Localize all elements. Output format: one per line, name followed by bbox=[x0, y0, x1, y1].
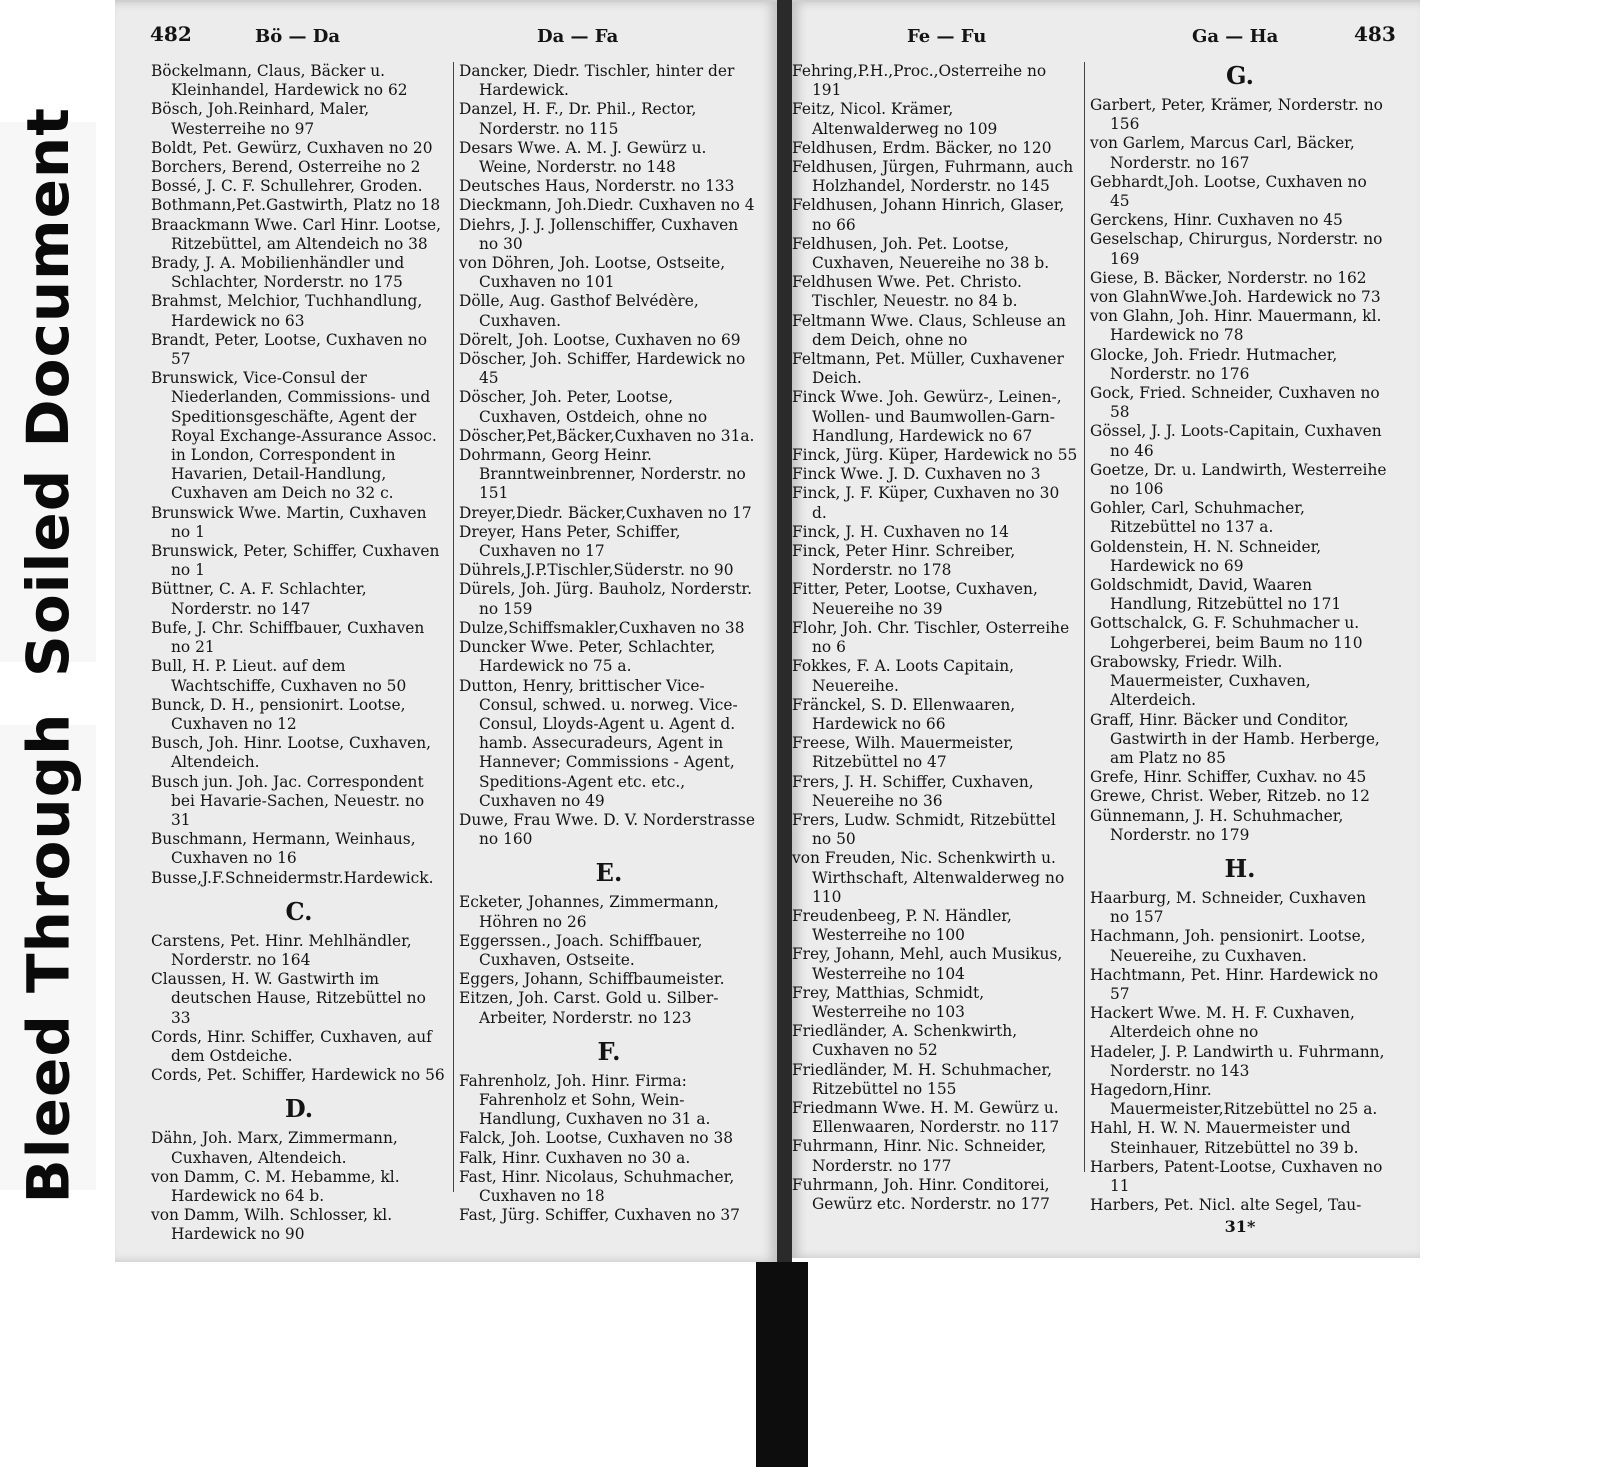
bleed-through-label: Bleed Through bbox=[14, 712, 83, 1203]
directory-entry: Finck, Peter Hinr. Schreiber, Norderstr. no 178 bbox=[792, 542, 1016, 580]
directory-entry: Grewe, Christ. Weber, Ritzeb. no 12 bbox=[1090, 787, 1370, 806]
directory-entry: Goetze, Dr. u. Landwirth, Westerreihe no 106 bbox=[1090, 460, 1387, 499]
section-letter-c: C. bbox=[285, 896, 313, 926]
directory-entry: Fokkes, F. A. Loots Capitain, Neuereihe. bbox=[792, 657, 1015, 695]
directory-entry: Dancker, Diedr. Tischler, hinter der Hardewick. bbox=[459, 62, 735, 100]
column-rule bbox=[1084, 62, 1085, 1172]
directory-entry: Fehring,P.H.,Proc.,Osterreihe no 191 bbox=[792, 62, 1047, 100]
directory-entry: Hachmann, Joh. pensionirt. Lootse, Neuereihe, zu Cuxhaven. bbox=[1090, 927, 1366, 965]
directory-entry: Deutsches Haus, Norderstr. no 133 bbox=[459, 177, 735, 196]
directory-entry: Eggerssen., Joach. Schiffbauer, Cuxhaven, Ostseite. bbox=[459, 931, 703, 969]
directory-entry: Grefe, Hinr. Schiffer, Cuxhav. no 45 bbox=[1090, 768, 1367, 787]
directory-entry: Feldhusen, Jürgen, Fuhrmann, auch Holzhandel, Norderstr. no 145 bbox=[792, 158, 1074, 196]
directory-entry: Dulze,Schiffsmakler,Cuxhaven no 38 bbox=[459, 618, 745, 637]
directory-entry: Bossé, J. C. F. Schullehrer, Groden. bbox=[151, 177, 423, 196]
directory-entry: Geselschap, Chirurgus, Norderstr. no 169 bbox=[1090, 230, 1383, 268]
book-spine-shadow bbox=[756, 1262, 808, 1467]
directory-entry: Brunswick, Vice-Consul der Niederlanden, Commissions- und Speditionsgeschäfte, Agent der Royal Exchange-Assurance Assoc. in London, Correspondent in Havarien, Detail-Handlung, Cuxhaven am Deich no 32 c. bbox=[151, 369, 437, 503]
directory-entry: Brady, J. A. Mobilienhändler und Schlachter, Norderstr. no 175 bbox=[151, 254, 405, 292]
directory-entry: Dreyer,Diedr. Bäcker,Cuxhaven no 17 bbox=[459, 503, 752, 522]
directory-entry: Braackmann Wwe. Carl Hinr. Lootse, Ritzebüttel, am Altendeich no 38 bbox=[151, 215, 442, 253]
directory-entry: Hachtmann, Pet. Hinr. Hardewick no 57 bbox=[1090, 965, 1379, 1003]
directory-entry: von Freuden, Nic. Schenkwirth u. Wirthschaft, Altenwalderweg no 110 bbox=[792, 849, 1065, 906]
directory-entry: Döscher,Pet,Bäcker,Cuxhaven no 31a. bbox=[459, 426, 755, 445]
signature-mark: 31* bbox=[1224, 1217, 1256, 1237]
directory-entry: von Damm, Wilh. Schlosser, kl. Hardewick no 90 bbox=[151, 1206, 393, 1244]
directory-entry: Dähn, Joh. Marx, Zimmermann, Cuxhaven, Altendeich. bbox=[151, 1129, 398, 1167]
directory-entry: Dohrmann, Georg Heinr. Branntweinbrenner, Norderstr. no 151 bbox=[459, 446, 746, 503]
directory-entry: Grabowsky, Friedr. Wilh. Mauermeister, Cuxhaven, Alterdeich. bbox=[1090, 652, 1311, 710]
directory-entry: Finck, J. F. Küper, Cuxhaven no 30 d. bbox=[792, 484, 1060, 522]
directory-entry: Buschmann, Hermann, Weinhaus, Cuxhaven no 16 bbox=[151, 830, 416, 868]
directory-entry: Bothmann,Pet.Gastwirth, Platz no 18 bbox=[151, 196, 441, 215]
directory-entry: Cords, Pet. Schiffer, Hardewick no 56 bbox=[151, 1066, 445, 1085]
directory-entry: Hackert Wwe. M. H. F. Cuxhaven, Alterdeich ohne no bbox=[1090, 1004, 1355, 1042]
right-column-2 bbox=[1090, 62, 1390, 1237]
bleed-through-stamp bbox=[0, 712, 96, 1203]
left-page bbox=[115, 0, 777, 1262]
directory-entry: Günnemann, J. H. Schuhmacher, Norderstr. no 179 bbox=[1090, 806, 1344, 844]
directory-entry: Finck, J. H. Cuxhaven no 14 bbox=[792, 522, 1009, 541]
directory-entry: Frers, J. H. Schiffer, Cuxhaven, Neuereihe no 36 bbox=[792, 772, 1034, 810]
directory-entry: Diehrs, J. J. Jollenschiffer, Cuxhaven no 30 bbox=[459, 215, 739, 253]
directory-entry: von Glahn, Joh. Hinr. Mauermann, kl. Hardewick no 78 bbox=[1090, 307, 1382, 345]
directory-entry: Flohr, Joh. Chr. Tischler, Osterreihe no 6 bbox=[792, 618, 1070, 657]
directory-entry: Döscher, Joh. Peter, Lootse, Cuxhaven, Ostdeich, ohne no bbox=[459, 388, 708, 426]
directory-entry: Carstens, Pet. Hinr. Mehlhändler, Norderstr. no 164 bbox=[151, 931, 412, 969]
directory-entry: Büttner, C. A. F. Schlachter, Norderstr. no 147 bbox=[151, 580, 367, 618]
directory-entry: Desars Wwe. A. M. J. Gewürz u. Weine, Norderstr. no 148 bbox=[459, 138, 707, 177]
directory-entry: Gohler, Carl, Schuhmacher, Ritzebüttel no 137 a. bbox=[1090, 499, 1305, 537]
directory-entry: Frey, Matthias, Schmidt, Westerreihe no 103 bbox=[792, 983, 985, 1021]
directory-entry: Brahmst, Melchior, Tuchhandlung, Hardewick no 63 bbox=[151, 292, 423, 330]
directory-entry: Ecketer, Johannes, Zimmermann, Höhren no 26 bbox=[459, 893, 719, 931]
right-page-number: 483 bbox=[1354, 22, 1396, 46]
directory-entry: Dührels,J.P.Tischler,Süderstr. no 90 bbox=[459, 561, 734, 580]
directory-entry: Fahrenholz, Joh. Hinr. Firma: Fahrenholz et Sohn, Wein-Handlung, Cuxhaven no 31 a. bbox=[459, 1071, 711, 1129]
directory-entry: Freudenbeeg, P. N. Händler, Westerreihe no 100 bbox=[792, 906, 1012, 945]
directory-entry: Feldhusen, Erdm. Bäcker, no 120 bbox=[792, 138, 1052, 157]
directory-entry: Graff, Hinr. Bäcker und Conditor, Gastwirth in der Hamb. Herberge, am Platz no 85 bbox=[1090, 710, 1380, 767]
directory-entry: Dürels, Joh. Jürg. Bauholz, Norderstr. no 159 bbox=[459, 580, 752, 618]
directory-entry: Borchers, Berend, Osterreihe no 2 bbox=[151, 158, 421, 177]
directory-entry: Duncker Wwe. Peter, Schlachter, Hardewick no 75 a. bbox=[459, 638, 716, 676]
left-running-head-col2: Da — Fa bbox=[537, 25, 619, 47]
directory-entry: Eggers, Johann, Schiffbaumeister. bbox=[459, 970, 725, 989]
directory-entry: Hahl, H. W. N. Mauermeister und Steinhauer, Ritzebüttel no 39 b. bbox=[1090, 1119, 1359, 1157]
directory-entry: Fränckel, S. D. Ellenwaaren, Hardewick no 66 bbox=[792, 695, 1016, 733]
directory-entry: Döscher, Joh. Schiffer, Hardewick no 45 bbox=[459, 350, 746, 388]
soiled-document-label: Soiled Document bbox=[14, 107, 83, 677]
directory-entry: von GlahnWwe.Joh. Hardewick no 73 bbox=[1090, 288, 1381, 307]
directory-entry: Eitzen, Joh. Carst. Gold u. Silber-Arbeiter, Norderstr. no 123 bbox=[459, 989, 719, 1027]
directory-entry: Feitz, Nicol. Krämer, Altenwalderweg no 109 bbox=[792, 100, 998, 138]
left-column-2 bbox=[459, 62, 759, 1225]
right-page bbox=[792, 0, 1420, 1258]
directory-entry: Garbert, Peter, Krämer, Norderstr. no 156 bbox=[1090, 96, 1383, 134]
directory-entry: Feldhusen, Johann Hinrich, Glaser, no 66 bbox=[792, 196, 1065, 234]
directory-entry: Gebhardt,Joh. Lootse, Cuxhaven no 45 bbox=[1090, 172, 1367, 211]
directory-entry: Boldt, Pet. Gewürz, Cuxhaven no 20 bbox=[151, 138, 433, 157]
directory-entry: Harbers, Patent-Lootse, Cuxhaven no 11 bbox=[1090, 1157, 1383, 1195]
directory-entry: Gössel, J. J. Loots-Capitain, Cuxhaven no 46 bbox=[1090, 422, 1382, 460]
directory-entry: Friedländer, A. Schenkwirth, Cuxhaven no 52 bbox=[792, 1022, 1018, 1060]
directory-entry: Fitter, Peter, Lootse, Cuxhaven, Neuereihe no 39 bbox=[792, 580, 1038, 618]
directory-entry: Frey, Johann, Mehl, auch Musikus, Westerreihe no 104 bbox=[792, 945, 1063, 983]
section-letter-g: G. bbox=[1226, 61, 1254, 90]
directory-entry: Dölle, Aug. Gasthof Belvédère, Cuxhaven. bbox=[459, 292, 699, 330]
section-letter-e: E. bbox=[595, 858, 623, 888]
right-column-1 bbox=[792, 62, 1078, 1214]
directory-entry: Claussen, H. W. Gastwirth im deutschen Hause, Ritzebüttel no 33 bbox=[151, 970, 426, 1027]
directory-entry: Dutton, Henry, brittischer Vice-Consul, schwed. u. norweg. Vice-Consul, Lloyds-Agent u. Agent d. hamb. Assecuradeurs, Agent in Hannever; Commissions - Agent, Speditions-Agent etc. etc., Cuxhaven no 49 bbox=[459, 676, 738, 810]
directory-entry: Feltmann Wwe. Claus, Schleuse an dem Deich, ohne no bbox=[792, 311, 1066, 349]
directory-entry: Gerckens, Hinr. Cuxhaven no 45 bbox=[1090, 211, 1343, 230]
directory-entry: Bull, H. P. Lieut. auf dem Wachtschiffe, Cuxhaven no 50 bbox=[151, 657, 407, 695]
directory-entry: Feldhusen Wwe. Pet. Christo. Tischler, Neuestr. no 84 b. bbox=[792, 273, 1022, 311]
directory-entry: Brunswick, Peter, Schiffer, Cuxhaven no 1 bbox=[151, 542, 440, 580]
directory-entry: Giese, B. Bäcker, Norderstr. no 162 bbox=[1090, 268, 1367, 287]
left-running-head-col1: Bö — Da bbox=[255, 25, 341, 47]
section-letter-d: D. bbox=[284, 1094, 314, 1124]
directory-entry: Dörelt, Joh. Lootse, Cuxhaven no 69 bbox=[459, 330, 741, 349]
directory-entry: Finck Wwe. J. D. Cuxhaven no 3 bbox=[792, 465, 1041, 484]
directory-entry: Busch jun. Joh. Jac. Correspondent bei Havarie-Sachen, Neuestr. no 31 bbox=[151, 772, 425, 829]
left-column-1 bbox=[151, 62, 447, 1245]
directory-entry: Falck, Joh. Lootse, Cuxhaven no 38 bbox=[459, 1129, 734, 1148]
directory-entry: Fuhrmann, Hinr. Nic. Schneider, Norderstr. no 177 bbox=[792, 1137, 1047, 1175]
directory-entry: Böckelmann, Claus, Bäcker u. Kleinhandel, Hardewick no 62 bbox=[151, 62, 408, 100]
directory-entry: Brandt, Peter, Lootse, Cuxhaven no 57 bbox=[151, 330, 428, 369]
directory-entry: Glocke, Joh. Friedr. Hutmacher, Norderstr. no 176 bbox=[1090, 345, 1338, 383]
section-letter-h: H. bbox=[1224, 853, 1256, 883]
directory-entry: Goldenstein, H. N. Schneider, Hardewick no 69 bbox=[1090, 537, 1322, 575]
directory-entry: Haarburg, M. Schneider, Cuxhaven no 157 bbox=[1090, 888, 1367, 927]
directory-entry: Hadeler, J. P. Landwirth u. Fuhrmann, Norderstr. no 143 bbox=[1090, 1042, 1385, 1080]
directory-entry: Harbers, Pet. Nicl. alte Segel, Tau- bbox=[1090, 1196, 1362, 1215]
column-rule bbox=[453, 62, 454, 1192]
directory-entry: Bunck, D. H., pensionirt. Lootse, Cuxhaven no 12 bbox=[151, 695, 406, 733]
directory-entry: Feltmann, Pet. Müller, Cuxhavener Deich. bbox=[792, 350, 1064, 388]
soiled-document-stamp bbox=[0, 107, 96, 677]
directory-entry: Brunswick Wwe. Martin, Cuxhaven no 1 bbox=[151, 503, 427, 541]
directory-entry: Bufe, J. Chr. Schiffbauer, Cuxhaven no 21 bbox=[151, 618, 425, 657]
directory-entry: Busch, Joh. Hinr. Lootse, Cuxhaven, Altendeich. bbox=[151, 734, 432, 772]
directory-entry: von Döhren, Joh. Lootse, Ostseite, Cuxhaven no 101 bbox=[459, 254, 726, 292]
directory-entry: Finck, Jürg. Küper, Hardewick no 55 bbox=[792, 446, 1078, 465]
directory-entry: Cords, Hinr. Schiffer, Cuxhaven, auf dem Ostdeiche. bbox=[151, 1027, 432, 1065]
directory-entry: Busse,J.F.Schneidermstr.Hardewick. bbox=[151, 868, 434, 887]
directory-entry: Dreyer, Hans Peter, Schiffer, Cuxhaven no 17 bbox=[459, 522, 681, 561]
directory-entry: von Garlem, Marcus Carl, Bäcker, Norderstr. no 167 bbox=[1090, 134, 1355, 172]
directory-entry: Dieckmann, Joh.Diedr. Cuxhaven no 4 bbox=[459, 196, 755, 215]
directory-entry: Fuhrmann, Joh. Hinr. Conditorei, Gewürz etc. Norderstr. no 177 bbox=[792, 1175, 1050, 1213]
directory-entry: Fast, Hinr. Nicolaus, Schuhmacher, Cuxhaven no 18 bbox=[459, 1167, 735, 1205]
left-page-number: 482 bbox=[150, 22, 192, 46]
directory-entry: Gock, Fried. Schneider, Cuxhaven no 58 bbox=[1090, 384, 1380, 422]
directory-entry: von Damm, C. M. Hebamme, kl. Hardewick no 64 b. bbox=[151, 1167, 400, 1205]
directory-entry: Gottschalck, G. F. Schuhmacher u. Lohgerberei, beim Baum no 110 bbox=[1090, 614, 1363, 652]
directory-entry: Fast, Jürg. Schiffer, Cuxhaven no 37 bbox=[459, 1206, 740, 1225]
directory-entry: Feldhusen, Joh. Pet. Lootse, Cuxhaven, Neuereihe no 38 b. bbox=[792, 234, 1050, 273]
right-running-head-col2: Ga — Ha bbox=[1192, 25, 1279, 47]
directory-entry: Bösch, Joh.Reinhard, Maler, Westerreihe no 97 bbox=[151, 100, 370, 138]
directory-entry: Freese, Wilh. Mauermeister, Ritzebüttel no 47 bbox=[792, 734, 1014, 772]
directory-entry: Frers, Ludw. Schmidt, Ritzebüttel no 50 bbox=[792, 810, 1056, 849]
directory-entry: Finck Wwe. Joh. Gewürz-, Leinen-, Wollen- und Baumwollen-Garn-Handlung, Hardewick no 67 bbox=[792, 388, 1062, 445]
book-gutter bbox=[777, 0, 792, 1262]
directory-entry: Friedländer, M. H. Schuhmacher, Ritzebüttel no 155 bbox=[792, 1060, 1052, 1098]
directory-entry: Friedmann Wwe. H. M. Gewürz u. Ellenwaaren, Norderstr. no 117 bbox=[792, 1098, 1060, 1137]
directory-entry: Duwe, Frau Wwe. D. V. Norderstrasse no 160 bbox=[459, 810, 755, 849]
directory-entry: Danzel, H. F., Dr. Phil., Rector, Norderstr. no 115 bbox=[459, 100, 697, 138]
directory-entry: Goldschmidt, David, Waaren Handlung, Ritzebüttel no 171 bbox=[1090, 576, 1342, 614]
section-letter-f: F. bbox=[597, 1036, 621, 1066]
directory-entry: Hagedorn,Hinr. Mauermeister,Ritzebüttel no 25 a. bbox=[1090, 1080, 1378, 1119]
right-running-head-col1: Fe — Fu bbox=[907, 25, 987, 47]
directory-entry: Falk, Hinr. Cuxhaven no 30 a. bbox=[459, 1148, 691, 1167]
